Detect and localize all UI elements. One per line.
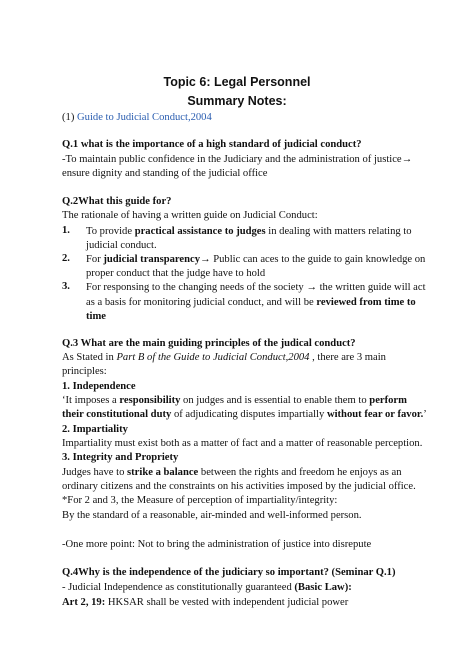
- q1-answer-line-2: ensure dignity and standing of the judicial office: [62, 168, 268, 179]
- q2-intro: The rationale of having a written guide on Judicial Conduct:: [62, 210, 318, 221]
- question-1: Q.1 what is the importance of a high standard of judicial conduct?: [62, 139, 362, 150]
- list-item-1-line-1: To provide practical assistance to judges in dealing with matters relating to: [86, 226, 412, 237]
- guide-link[interactable]: Guide to Judicial Conduct,2004: [77, 112, 212, 123]
- list-item-3-line-2: as a basis for monitoring judicial conduct, and will be reviewed from time to: [86, 297, 416, 308]
- q3-answer-line-2: principles:: [62, 366, 107, 377]
- arrow-icon: →: [306, 282, 317, 293]
- list-item-3-line-3: time: [86, 311, 106, 322]
- principle-1-heading: 1. Independence: [62, 381, 136, 392]
- principle-1-line-2: their constitutional duty of adjudicating disputes impartially without fear or favor.’: [62, 409, 427, 420]
- document-subtitle: Summary Notes:: [187, 94, 287, 108]
- q4-answer-line-2: Art 2, 19: HKSAR shall be vested with independent judicial power: [62, 597, 349, 608]
- list-item-1-line-2: judicial conduct.: [86, 240, 157, 251]
- reference-line: [62, 111, 212, 124]
- document-title: Topic 6: Legal Personnel: [163, 75, 311, 89]
- q3-answer-line-1: As Stated in Part B of the Guide to Judicial Conduct,2004 , there are 3 main: [62, 352, 386, 363]
- question-2: Q.2What this guide for?: [62, 196, 172, 207]
- principle-3-note: *For 2 and 3, the Measure of perception of impartiality/integrity:: [62, 495, 338, 506]
- principle-3-note-2: By the standard of a reasonable, air-minded and well-informed person.: [62, 510, 362, 521]
- principle-3-heading: 3. Integrity and Propriety: [62, 452, 179, 463]
- list-item-2-line-1: For judicial transparency→ Public can aces to the guide to gain knowledge on: [86, 254, 426, 265]
- list-item-3-line-1: For responsing to the changing needs of the society → the written guide will act: [86, 282, 426, 293]
- additional-point: -One more point: Not to bring the administration of justice into disrepute: [62, 539, 372, 550]
- list-item-2-number: 2.: [62, 253, 70, 264]
- principle-3-line-2: ordinary citizens and the constraints on his activities imposed by the judicial office.: [62, 481, 416, 492]
- list-item-1-number: 1.: [62, 225, 70, 236]
- question-4: Q.4Why is the independence of the judiciary so important? (Seminar Q.1): [62, 567, 396, 578]
- list-item-3-number: 3.: [62, 281, 70, 292]
- question-3: Q.3 What are the main guiding principles of the judical conduct?: [62, 338, 356, 349]
- principle-2-line-1: Impartiality must exist both as a matter of fact and a matter of reasonable perception.: [62, 438, 423, 449]
- reference-number: (1): [62, 112, 75, 123]
- principle-2-heading: 2. Impartiality: [62, 424, 128, 435]
- principle-3-line-1: Judges have to strike a balance between the rights and freedom he enjoys as an: [62, 467, 402, 478]
- q1-answer-line-1: -To maintain public confidence in the Judiciary and the administration of justice→: [62, 154, 413, 165]
- list-item-2-line-2: proper conduct that the judge have to hold: [86, 268, 266, 279]
- q4-answer-line-1: - Judicial Independence as constitutionally guaranteed (Basic Law):: [62, 582, 352, 593]
- principle-1-line-1: ‘It imposes a responsibility on judges and is essential to enable them to perform: [62, 395, 407, 406]
